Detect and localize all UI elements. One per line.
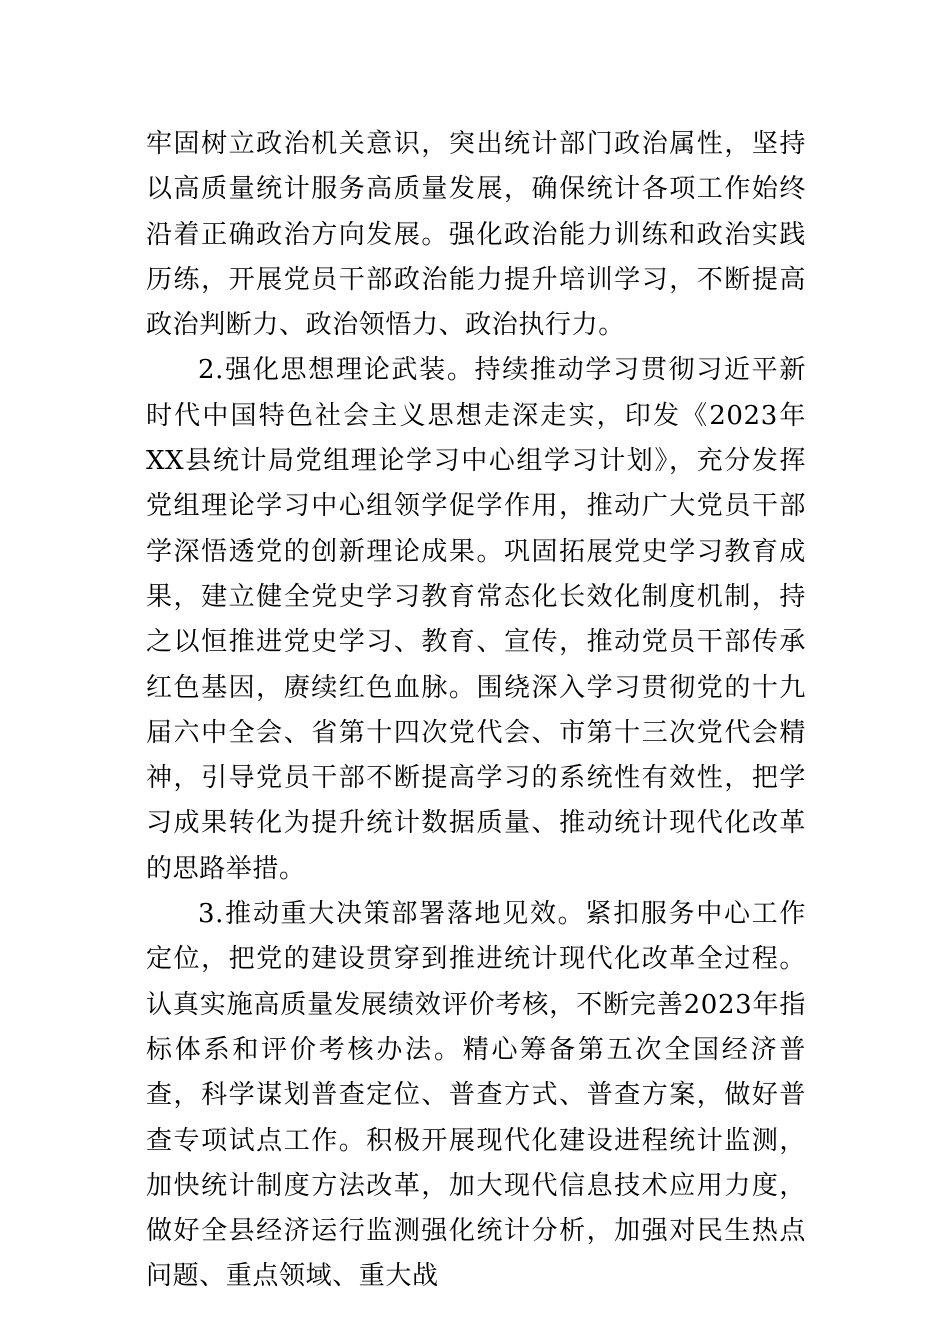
paragraph-theory-arming: 2.强化思想理论武装。持续推动学习贯彻习近平新时代中国特色社会主义思想走深走实，印发《2023年XX县统计局党组理论学习中心组学习计划》，充分发挥党组理论学习中心组领学促学作用，推动广大党员干部学深悟透党的创新理论成果。巩固拓展党史学习教育成果，建立健全党史学习教育常态化长效化制度机制，持之以恒推进党史学习、教育、宣传，推动党员干部传承红色基因，赓续红色血脉。围绕深入学习贯彻党的十九届六中全会、省第十四次党代会、市第十三次党代会精神，引导党员干部不断提高学习的系统性有效性，把学习成果转化为提升统计数据质量、推动统计现代化改革的思路举措。 [146, 355, 806, 884]
document-body [146, 122, 806, 1300]
paragraph-decision-implementation: 3.推动重大决策部署落地见效。紧扣服务中心工作定位，把党的建设贯穿到推进统计现代化改革全过程。认真实施高质量发展绩效评价考核，不断完善2023年指标体系和评价考核办法。精心筹备第五次全国经济普查，科学谋划普查定位、普查方式、普查方案，做好普查专项试点工作。积极开展现代化建设进程统计监测，加快统计制度方法改革，加大现代信息技术应用力度，做好全县经济运行监测强化统计分析，加强对民生热点问题、重点领域、重大战 [146, 899, 806, 1292]
paragraph-political-awareness: 牢固树立政治机关意识，突出统计部门政治属性，坚持以高质量统计服务高质量发展，确保统计各项工作始终沿着正确政治方向发展。强化政治能力训练和政治实践历练，开展党员干部政治能力提升培训学习，不断提高政治判断力、政治领悟力、政治执行力。 [146, 129, 806, 341]
